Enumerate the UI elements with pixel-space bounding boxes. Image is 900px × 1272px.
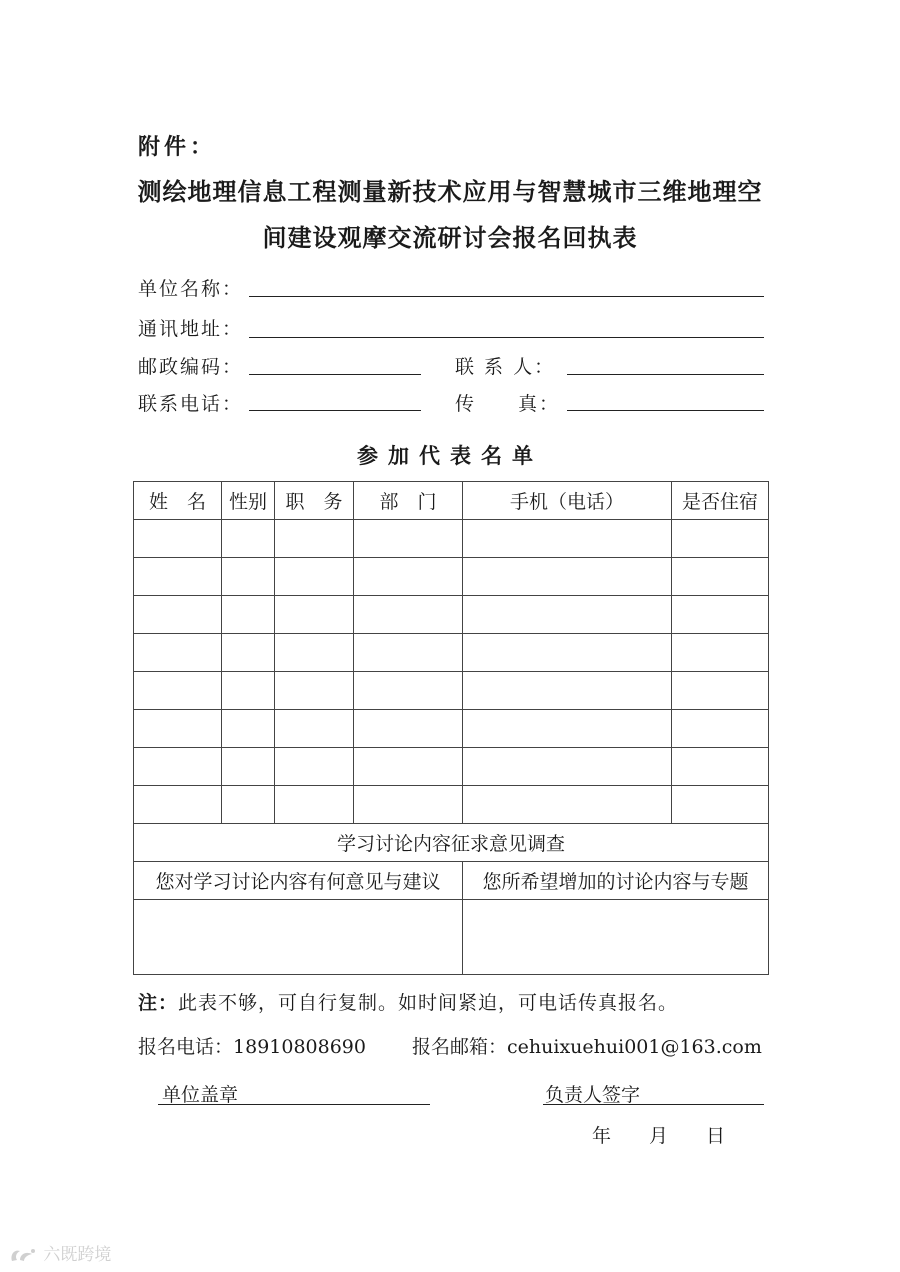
signup-email-value: cehuixuehui001@163.com (507, 1036, 762, 1058)
representatives-table (133, 481, 769, 975)
cell[interactable] (134, 558, 222, 596)
cell[interactable] (354, 786, 463, 824)
cell[interactable] (275, 748, 354, 786)
cell[interactable] (275, 710, 354, 748)
cell[interactable] (275, 596, 354, 634)
unit-seal-label: 单位盖章 (162, 1084, 239, 1106)
person-sign-line[interactable] (543, 1104, 764, 1105)
postcode-line[interactable] (249, 374, 421, 375)
cell[interactable] (134, 520, 222, 558)
header-position: 职 务 (275, 482, 354, 520)
note (138, 988, 678, 1015)
fax-line[interactable] (567, 410, 764, 411)
attachment-label: 附件： (138, 134, 217, 160)
cell[interactable] (222, 672, 275, 710)
address-line[interactable] (249, 337, 764, 338)
header-phone: 手机（电话） (463, 482, 672, 520)
cell[interactable] (222, 558, 275, 596)
signup-email (412, 1032, 762, 1059)
cell[interactable] (222, 520, 275, 558)
cell[interactable] (134, 634, 222, 672)
table-row (134, 786, 769, 824)
header-accommodation: 是否住宿 (672, 482, 769, 520)
cell[interactable] (463, 786, 672, 824)
header-gender: 性别 (222, 482, 275, 520)
survey-right-answer[interactable] (463, 900, 769, 975)
cell[interactable] (275, 786, 354, 824)
cell[interactable] (463, 520, 672, 558)
section-title: 参加代表名单 (357, 443, 543, 468)
signup-email-label: 报名邮箱： (412, 1036, 508, 1058)
unit-name-line[interactable] (249, 296, 764, 297)
cell[interactable] (463, 672, 672, 710)
watermark (8, 1240, 111, 1265)
table-row (134, 634, 769, 672)
survey-left-header: 您对学习讨论内容有何意见与建议 (134, 862, 463, 900)
cell[interactable] (354, 710, 463, 748)
cell[interactable] (134, 596, 222, 634)
fax-label: 传 真： (455, 393, 561, 415)
cell[interactable] (222, 748, 275, 786)
signup-phone (138, 1032, 366, 1059)
table-row (134, 748, 769, 786)
survey-title: 学习讨论内容征求意见调查 (134, 824, 769, 862)
cell[interactable] (354, 634, 463, 672)
cell[interactable] (463, 596, 672, 634)
table-row (134, 596, 769, 634)
table-row (134, 672, 769, 710)
contact-person-line[interactable] (567, 374, 764, 375)
header-department: 部 门 (354, 482, 463, 520)
table-row (134, 710, 769, 748)
header-name: 姓 名 (134, 482, 222, 520)
unit-name-label: 单位名称： (138, 278, 244, 300)
signup-phone-label: 报名电话： (138, 1036, 234, 1058)
cell[interactable] (672, 710, 769, 748)
phone-line[interactable] (249, 410, 421, 411)
cell[interactable] (672, 520, 769, 558)
survey-header-row (134, 862, 769, 900)
cell[interactable] (354, 520, 463, 558)
survey-title-row (134, 824, 769, 862)
cell[interactable] (463, 710, 672, 748)
table-header-row (134, 482, 769, 520)
cell[interactable] (134, 786, 222, 824)
table-row (134, 558, 769, 596)
survey-left-answer[interactable] (134, 900, 463, 975)
cell[interactable] (354, 558, 463, 596)
cell[interactable] (134, 748, 222, 786)
cell[interactable] (463, 748, 672, 786)
cell[interactable] (275, 672, 354, 710)
note-prefix: 注： (138, 992, 179, 1014)
form-title-line-2: 间建设观摩交流研讨会报名回执表 (262, 223, 638, 252)
table-row (134, 520, 769, 558)
phone-label: 联系电话： (138, 393, 244, 415)
cell[interactable] (275, 634, 354, 672)
survey-answer-row (134, 900, 769, 975)
contact-person-label: 联 系 人： (455, 356, 556, 378)
cell[interactable] (134, 710, 222, 748)
form-title-line-1: 测绘地理信息工程测量新技术应用与智慧城市三维地理空 (137, 177, 763, 206)
watermark-text: 六既跨境 (43, 1245, 112, 1265)
date-label: 年 月 日 (592, 1125, 726, 1147)
cell[interactable] (672, 634, 769, 672)
cell[interactable] (275, 558, 354, 596)
note-text: 此表不够，可自行复制。如时间紧迫，可电话传真报名。 (178, 992, 679, 1014)
cell[interactable] (354, 748, 463, 786)
watermark-logo-icon (8, 1245, 38, 1265)
cell[interactable] (672, 596, 769, 634)
cell[interactable] (672, 748, 769, 786)
cell[interactable] (672, 786, 769, 824)
postcode-label: 邮政编码： (138, 356, 244, 378)
person-sign-label: 负责人签字 (545, 1084, 641, 1106)
survey-right-header: 您所希望增加的讨论内容与专题 (463, 862, 769, 900)
cell[interactable] (222, 786, 275, 824)
cell[interactable] (354, 672, 463, 710)
cell[interactable] (275, 520, 354, 558)
cell[interactable] (222, 710, 275, 748)
cell[interactable] (222, 634, 275, 672)
cell[interactable] (222, 596, 275, 634)
cell[interactable] (672, 558, 769, 596)
signup-phone-value: 18910808690 (233, 1036, 366, 1058)
cell[interactable] (134, 672, 222, 710)
cell[interactable] (463, 634, 672, 672)
address-label: 通讯地址： (138, 318, 244, 340)
cell[interactable] (672, 672, 769, 710)
unit-seal-line[interactable] (158, 1104, 430, 1105)
cell[interactable] (354, 596, 463, 634)
cell[interactable] (463, 558, 672, 596)
